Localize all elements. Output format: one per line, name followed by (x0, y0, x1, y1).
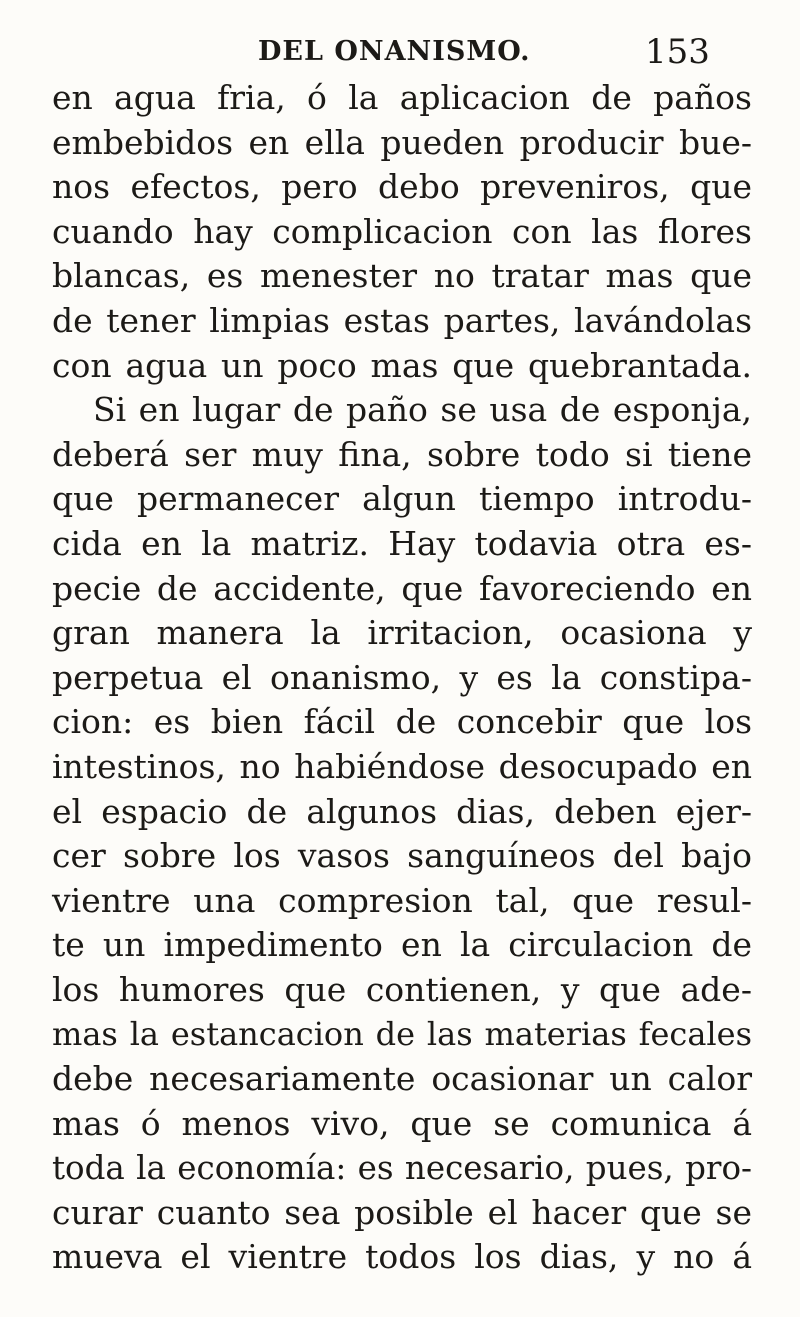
text-line: intestinos, no habiéndose desocupado en (52, 746, 752, 786)
running-head-title: DEL ONANISMO. (258, 36, 531, 67)
body-text (52, 76, 752, 1280)
text-line: perpetua el onanismo, y es la constipa- (52, 657, 752, 697)
text-line: mueva el vientre todos los dias, y no á (52, 1237, 752, 1277)
text-line: de tener limpias estas partes, lavándolas (52, 300, 752, 340)
text-line: embebidos en ella pueden producir bue- (52, 122, 752, 162)
text-line: cida en la matriz. Hay todavia otra es- (52, 523, 752, 563)
text-line: el espacio de algunos dias, deben ejer- (52, 791, 752, 831)
text-line: que permanecer algun tiempo introdu- (52, 479, 752, 519)
text-line: cion: es bien fácil de concebir que los (52, 702, 752, 742)
text-line: los humores que contienen, y que ade- (52, 969, 752, 1009)
text-line: curar cuanto sea posible el hacer que se (52, 1192, 752, 1232)
text-line: toda la economía: es necesario, pues, pro- (52, 1149, 752, 1188)
text-line: mas la estancacion de las materias fecales (52, 1015, 752, 1054)
text-line: pecie de accidente, que favoreciendo en (52, 568, 752, 608)
running-head (0, 10, 800, 70)
text-line: vientre una compresion tal, que resul- (52, 880, 752, 920)
page-number: 153 (645, 32, 710, 72)
text-line: mas ó menos vivo, que se comunica á (52, 1103, 752, 1143)
text-line: te un impedimento en la circulacion de (52, 925, 752, 965)
text-line: gran manera la irritacion, ocasiona y (52, 613, 752, 653)
text-line: cuando hay complicacion con las flores (52, 211, 752, 251)
text-line: nos efectos, pero debo preveniros, que (52, 167, 752, 207)
text-line: cer sobre los vasos sanguíneos del bajo (52, 836, 752, 876)
text-line: deberá ser muy fina, sobre todo si tiene (52, 434, 752, 474)
text-line: blancas, es menester no tratar mas que (52, 256, 752, 296)
text-line: debe necesariamente ocasionar un calor (52, 1059, 752, 1099)
text-line: en agua fria, ó la aplicacion de paños (52, 78, 752, 117)
text-line: Si en lugar de paño se usa de esponja, (93, 390, 752, 430)
text-line: con agua un poco mas que quebrantada. (52, 345, 752, 385)
